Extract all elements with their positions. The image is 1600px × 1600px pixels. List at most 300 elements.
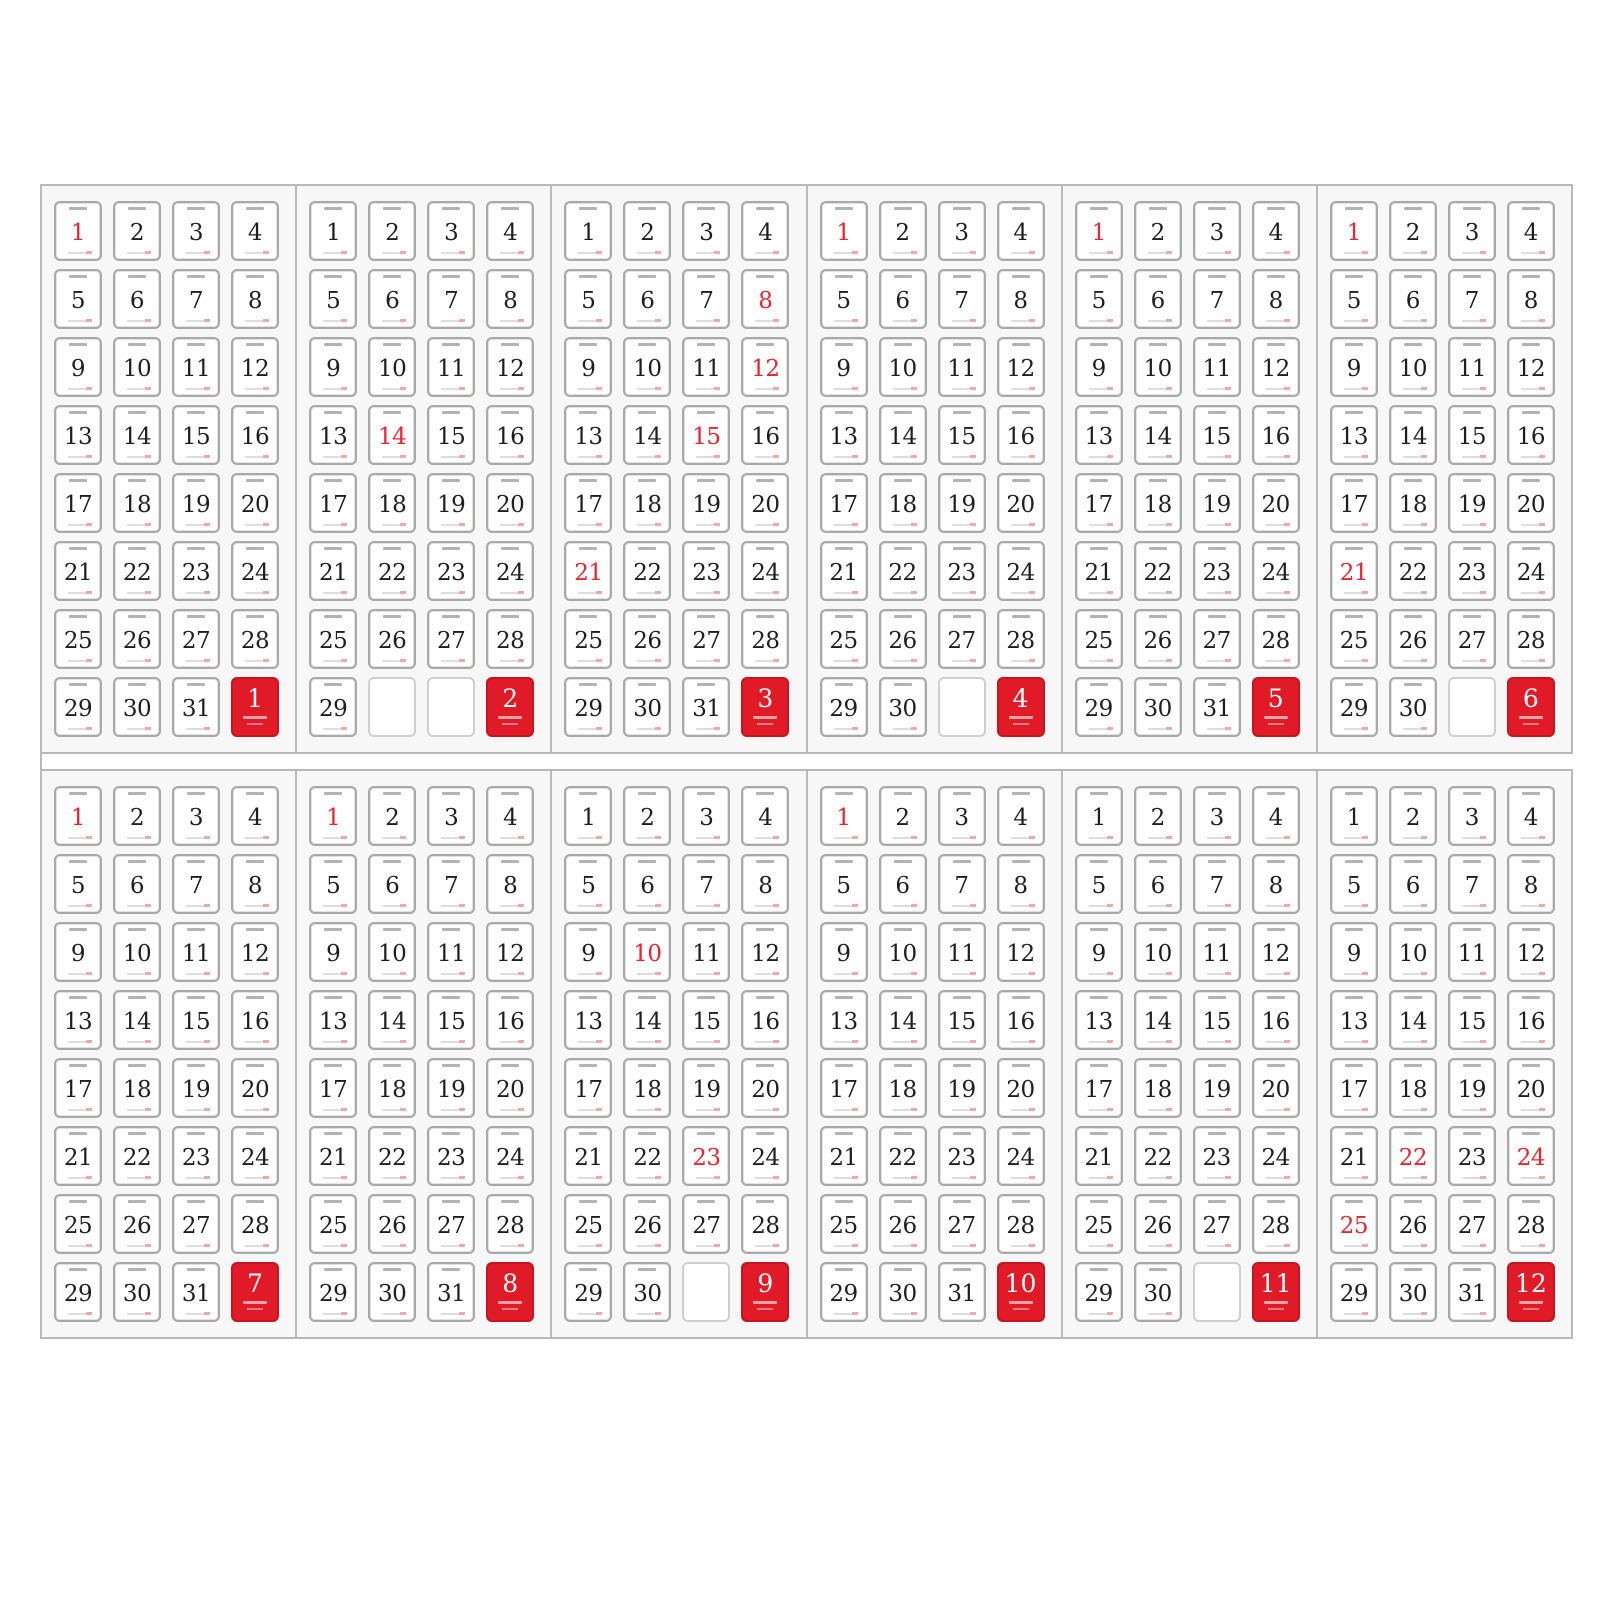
day-sticker-footer-mark [68,660,92,662]
day-sticker-header-mark [1522,479,1540,482]
day-sticker [1252,1194,1300,1254]
day-sticker-footer-mark [1148,592,1172,594]
day-number: 9 [326,356,341,382]
day-number: 12 [1006,941,1035,967]
day-number: 29 [574,1281,603,1307]
day-sticker [623,677,671,737]
month-caption-mark [247,723,263,725]
day-sticker [879,990,927,1050]
day-sticker [938,1058,986,1118]
day-sticker-header-mark [894,996,912,999]
month-panel [552,184,807,754]
day-sticker-footer-mark [696,728,720,730]
day-number: 8 [1013,873,1028,899]
day-sticker-header-mark [756,343,774,346]
day-sticker [368,1058,416,1118]
day-sticker-footer-mark [127,905,151,907]
day-sticker-footer-mark [1403,524,1427,526]
day-number: 8 [247,873,263,899]
day-sticker [427,541,475,601]
day-sticker-header-mark [1090,1268,1108,1271]
day-sticker [1330,337,1378,397]
day-sticker-header-mark [128,1268,146,1271]
day-number: 1 [70,805,86,831]
day-number: 30 [633,696,662,722]
day-sticker-footer-mark [1011,592,1035,594]
month-sticker [486,677,534,737]
day-sticker-header-mark [1404,1132,1422,1135]
day-sticker-footer-mark [1521,660,1545,662]
day-sticker [1075,786,1123,846]
day-sticker-header-mark [128,792,146,795]
day-sticker [997,1058,1045,1118]
day-sticker-footer-mark [952,905,976,907]
month-number: 6 [1522,684,1539,713]
day-number: 26 [1143,628,1172,654]
day-number: 2 [640,805,655,831]
day-number: 1 [1346,805,1361,831]
day-sticker-header-mark [579,792,597,795]
day-sticker-footer-mark [1462,1109,1486,1111]
day-number: 4 [503,805,518,831]
day-sticker-header-mark [1404,860,1422,863]
day-sticker-footer-mark [1521,905,1545,907]
day-sticker-footer-mark [1462,524,1486,526]
day-sticker-footer-mark [500,252,524,254]
day-sticker [820,473,868,533]
day-sticker [1134,541,1182,601]
day-sticker [879,541,927,601]
day-sticker-header-mark [442,479,460,482]
day-sticker [172,786,220,846]
day-sticker-header-mark [324,1132,342,1135]
day-sticker-footer-mark [1344,592,1368,594]
day-sticker-header-mark [1149,615,1167,618]
day-number: 1 [70,220,86,246]
day-sticker-footer-mark [1207,905,1231,907]
day-number: 8 [503,873,518,899]
day-sticker-header-mark [1012,615,1030,618]
day-sticker [309,1058,357,1118]
day-number: 24 [1516,560,1545,586]
day-sticker [1389,677,1437,737]
day-sticker [1193,405,1241,465]
day-sticker-footer-mark [382,973,406,975]
day-sticker-footer-mark [1148,1245,1172,1247]
day-sticker-footer-mark [323,1109,347,1111]
day-sticker [427,337,475,397]
day-sticker-header-mark [501,860,519,863]
day-sticker [1075,405,1123,465]
day-sticker-header-mark [1463,615,1481,618]
day-number: 15 [692,1009,721,1035]
day-sticker [820,1126,868,1186]
day-sticker [54,201,102,261]
day-sticker-header-mark [1522,928,1540,931]
day-number: 16 [1261,1009,1290,1035]
day-sticker-header-mark [246,547,264,550]
day-sticker-footer-mark [1011,1177,1035,1179]
day-sticker-footer-mark [1011,905,1035,907]
day-sticker-footer-mark [834,1109,858,1111]
day-number: 18 [633,1077,662,1103]
day-sticker-footer-mark [323,1245,347,1247]
day-sticker [564,405,612,465]
day-sticker-header-mark [756,996,774,999]
day-sticker [564,990,612,1050]
month-sticker [1507,1262,1555,1322]
day-sticker-footer-mark [441,1109,465,1111]
day-sticker-footer-mark [1344,320,1368,322]
day-number: 30 [1143,1281,1172,1307]
month-caption-mark [1264,1301,1288,1304]
day-number: 13 [63,1009,93,1035]
day-number: 12 [1261,356,1290,382]
day-number: 2 [129,220,145,246]
day-sticker-header-mark [638,411,656,414]
day-sticker [1193,854,1241,914]
day-number: 1 [1091,805,1106,831]
day-sticker-footer-mark [952,388,976,390]
day-sticker-header-mark [128,615,146,618]
day-sticker-header-mark [835,1268,853,1271]
day-sticker [1193,337,1241,397]
day-number: 10 [122,356,152,382]
day-sticker [1389,473,1437,533]
day-sticker-footer-mark [1266,388,1290,390]
day-sticker [1193,990,1241,1050]
day-sticker [564,541,612,601]
day-number: 31 [1457,1281,1486,1307]
month-panel [42,769,297,1339]
day-sticker-header-mark [442,275,460,278]
day-number: 29 [1339,1281,1368,1307]
day-sticker-footer-mark [1521,524,1545,526]
day-number: 3 [444,220,459,246]
day-sticker-footer-mark [127,1109,151,1111]
month-sticker [231,677,279,737]
day-sticker-footer-mark [1266,1245,1290,1247]
day-sticker-header-mark [246,928,264,931]
day-sticker [1507,473,1555,533]
day-sticker [1507,854,1555,914]
day-sticker-header-mark [1267,996,1285,999]
day-sticker [741,609,789,669]
day-sticker-footer-mark [1089,837,1113,839]
day-sticker-header-mark [1345,411,1363,414]
day-sticker-footer-mark [382,252,406,254]
day-number: 31 [692,696,721,722]
day-sticker [427,473,475,533]
day-sticker-header-mark [1522,860,1540,863]
day-sticker [368,854,416,914]
day-sticker-footer-mark [1089,973,1113,975]
day-number: 5 [70,288,86,314]
day-sticker [1448,541,1496,601]
day-sticker [741,337,789,397]
day-sticker-header-mark [1267,1064,1285,1067]
day-sticker [1448,269,1496,329]
day-sticker [113,609,161,669]
day-number: 8 [247,288,263,314]
day-sticker [1075,269,1123,329]
day-sticker-footer-mark [1403,1245,1427,1247]
day-number: 20 [496,1077,525,1103]
day-sticker-header-mark [697,479,715,482]
day-sticker-header-mark [1090,683,1108,686]
day-sticker-footer-mark [893,660,917,662]
day-sticker [1075,609,1123,669]
day-sticker-footer-mark [952,1245,976,1247]
day-number: 17 [1084,1077,1113,1103]
day-number: 10 [1143,356,1172,382]
day-sticker [486,609,534,669]
day-sticker [623,1126,671,1186]
day-sticker-header-mark [1267,479,1285,482]
day-number: 17 [319,492,348,518]
day-sticker-header-mark [697,343,715,346]
day-sticker-header-mark [638,1268,656,1271]
day-number: 25 [1339,628,1368,654]
day-number: 16 [496,424,525,450]
calendar-sticker-sheet [40,184,1573,1339]
day-sticker-header-mark [1208,275,1226,278]
day-sticker-footer-mark [578,728,602,730]
day-number: 24 [751,560,780,586]
day-number: 2 [385,805,400,831]
day-sticker-header-mark [442,547,460,550]
day-sticker-footer-mark [127,252,151,254]
day-number: 28 [496,628,525,654]
day-number: 28 [1516,628,1545,654]
day-sticker-header-mark [1463,1132,1481,1135]
day-sticker [427,1194,475,1254]
day-sticker-header-mark [324,996,342,999]
day-sticker [113,405,161,465]
month-sticker [231,1262,279,1322]
day-sticker [54,990,102,1050]
day-sticker [368,201,416,261]
day-sticker-footer-mark [696,1177,720,1179]
day-sticker-footer-mark [1148,388,1172,390]
day-sticker-footer-mark [696,456,720,458]
day-number: 10 [378,356,407,382]
day-number: 24 [1261,1145,1290,1171]
day-sticker-footer-mark [1462,1041,1486,1043]
day-sticker-footer-mark [1266,592,1290,594]
day-sticker-footer-mark [186,252,210,254]
day-sticker-footer-mark [127,1313,151,1315]
day-sticker [1389,854,1437,914]
day-sticker-header-mark [1090,1200,1108,1203]
day-sticker [54,473,102,533]
day-sticker-footer-mark [186,905,210,907]
day-number: 29 [829,1281,858,1307]
day-sticker [682,922,730,982]
day-sticker [1448,786,1496,846]
day-sticker-footer-mark [834,524,858,526]
day-sticker [1389,201,1437,261]
day-number: 5 [836,873,851,899]
day-sticker-header-mark [894,615,912,618]
day-sticker [1330,269,1378,329]
day-sticker-header-mark [1012,411,1030,414]
day-number: 19 [692,492,721,518]
day-sticker [820,541,868,601]
day-number: 13 [829,1009,858,1035]
day-number: 16 [1261,424,1290,450]
day-sticker-header-mark [246,792,264,795]
day-sticker [1252,541,1300,601]
day-sticker-header-mark [1012,207,1030,210]
day-number: 22 [1398,1145,1427,1171]
day-number: 15 [437,1009,466,1035]
month-caption-mark [1523,723,1539,725]
day-sticker-header-mark [1404,479,1422,482]
day-sticker-header-mark [1090,996,1108,999]
day-sticker [427,922,475,982]
day-sticker-footer-mark [1148,1177,1172,1179]
day-sticker-header-mark [835,615,853,618]
day-sticker [1134,677,1182,737]
day-sticker [938,405,986,465]
day-sticker [113,1126,161,1186]
day-sticker [820,854,868,914]
day-number: 26 [378,628,407,654]
month-caption-mark [753,716,777,719]
day-sticker-footer-mark [755,973,779,975]
day-sticker-header-mark [246,275,264,278]
day-sticker-footer-mark [578,252,602,254]
day-number: 6 [1405,288,1420,314]
day-sticker [113,1262,161,1322]
day-number: 18 [1143,1077,1172,1103]
day-number: 22 [122,1145,152,1171]
day-sticker-footer-mark [755,388,779,390]
day-sticker [1330,473,1378,533]
day-sticker-footer-mark [245,1177,269,1179]
day-number: 5 [326,288,341,314]
day-sticker-header-mark [1208,479,1226,482]
day-number: 16 [1516,1009,1545,1035]
day-sticker [1075,677,1123,737]
day-sticker-footer-mark [893,456,917,458]
day-sticker-footer-mark [1521,1177,1545,1179]
day-number: 11 [692,356,721,382]
day-number: 1 [581,220,596,246]
day-sticker [1330,201,1378,261]
day-number: 2 [129,805,145,831]
day-sticker [54,1126,102,1186]
day-sticker-footer-mark [1148,1109,1172,1111]
day-sticker-header-mark [579,1268,597,1271]
month-caption-mark [1009,1301,1033,1304]
day-sticker-header-mark [187,860,205,863]
day-sticker-header-mark [579,275,597,278]
day-sticker-footer-mark [1403,728,1427,730]
day-sticker-footer-mark [696,1041,720,1043]
day-sticker-header-mark [1463,1268,1481,1271]
day-sticker [879,677,927,737]
day-sticker-header-mark [1404,207,1422,210]
day-sticker-header-mark [69,792,87,795]
day-sticker [741,922,789,982]
day-sticker-footer-mark [755,1177,779,1179]
day-sticker [231,201,279,261]
blank-sticker [427,677,475,737]
day-sticker [1389,1194,1437,1254]
day-number: 20 [240,1077,270,1103]
day-sticker-header-mark [953,792,971,795]
day-number: 2 [1150,220,1165,246]
day-sticker-header-mark [697,928,715,931]
day-sticker [172,1194,220,1254]
day-sticker [54,854,102,914]
day-sticker [1330,922,1378,982]
day-number: 3 [699,805,714,831]
day-sticker-footer-mark [127,973,151,975]
day-sticker-header-mark [442,207,460,210]
day-sticker-footer-mark [893,1245,917,1247]
day-sticker-header-mark [953,207,971,210]
day-number: 25 [319,1213,348,1239]
day-number: 30 [1398,696,1427,722]
month-caption-mark [502,723,518,725]
day-sticker-header-mark [442,343,460,346]
day-sticker-header-mark [1522,615,1540,618]
day-sticker [1330,786,1378,846]
day-number: 3 [1209,805,1224,831]
day-number: 26 [888,628,917,654]
day-sticker-footer-mark [637,973,661,975]
day-number: 16 [1006,424,1035,450]
day-sticker-footer-mark [323,837,347,839]
day-sticker [172,201,220,261]
day-number: 13 [319,1009,348,1035]
day-sticker-header-mark [246,1200,264,1203]
day-sticker-header-mark [835,207,853,210]
day-number: 18 [633,492,662,518]
day-sticker-footer-mark [68,388,92,390]
day-sticker [1389,269,1437,329]
day-sticker [1389,541,1437,601]
day-number: 4 [247,805,263,831]
day-number: 25 [63,628,93,654]
day-sticker-header-mark [579,1064,597,1067]
day-sticker-footer-mark [441,973,465,975]
day-sticker [54,541,102,601]
day-number: 17 [1339,1077,1368,1103]
day-sticker [682,1126,730,1186]
day-sticker-footer-mark [952,837,976,839]
day-sticker-footer-mark [1462,660,1486,662]
day-number: 18 [888,492,917,518]
day-number: 25 [1339,1213,1368,1239]
day-sticker-footer-mark [1521,388,1545,390]
day-number: 21 [319,560,348,586]
day-sticker-footer-mark [1148,1313,1172,1315]
day-number: 27 [692,628,721,654]
day-sticker-header-mark [324,343,342,346]
day-sticker [1134,405,1182,465]
month-caption-mark [1013,723,1029,725]
day-number: 29 [319,1281,348,1307]
day-sticker [564,1194,612,1254]
day-number: 6 [895,288,910,314]
day-number: 11 [692,941,721,967]
day-sticker-header-mark [697,615,715,618]
day-sticker [820,990,868,1050]
